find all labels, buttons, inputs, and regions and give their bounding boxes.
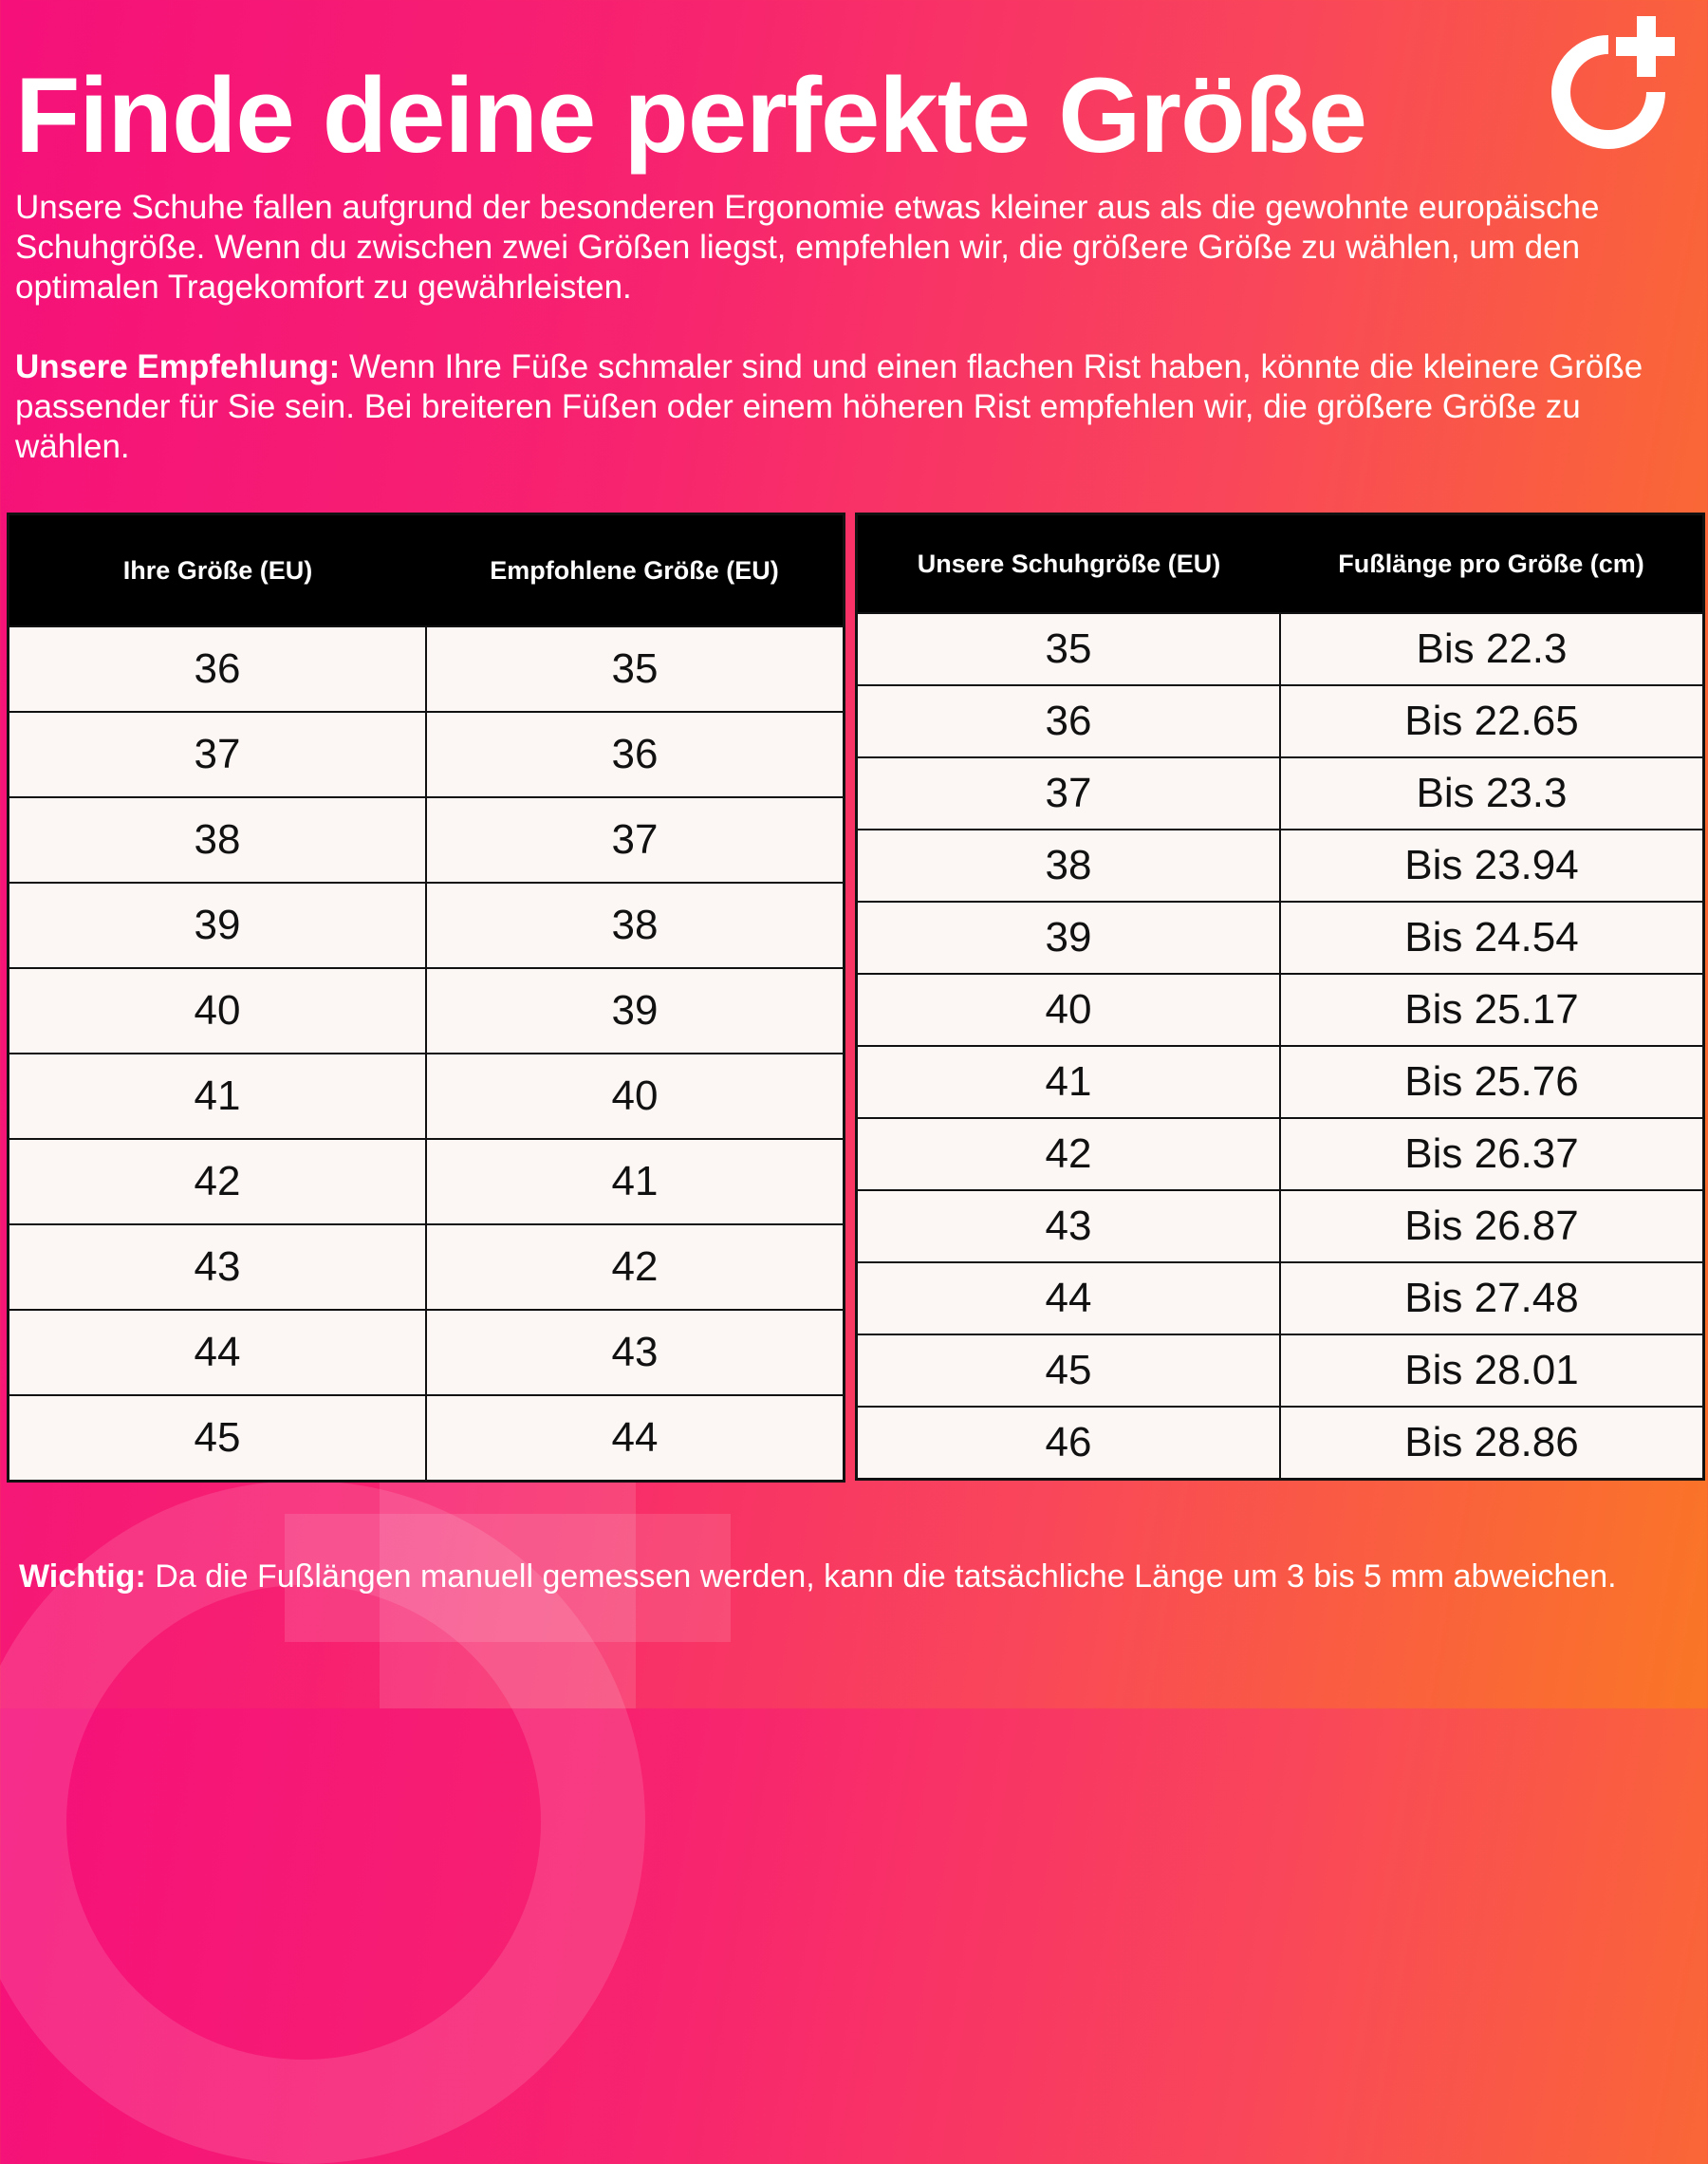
table-cell: Bis 22.65	[1280, 685, 1704, 757]
table-cell: 42	[426, 1224, 845, 1310]
table-row	[857, 1118, 1704, 1190]
important-note	[19, 1557, 1699, 1596]
header-your-size: Ihre Größe (EU)	[9, 514, 427, 627]
table-cell: Bis 24.54	[1280, 902, 1704, 974]
table-row	[9, 1054, 845, 1139]
note-label: Wichtig:	[19, 1558, 146, 1595]
table-row	[857, 902, 1704, 974]
table-cell: 37	[9, 712, 427, 797]
table-row	[9, 1224, 845, 1310]
table-cell: 36	[9, 626, 427, 712]
table-cell: Bis 26.37	[1280, 1118, 1704, 1190]
recommendation-label: Unsere Empfehlung:	[15, 348, 341, 385]
table-row	[9, 883, 845, 968]
table-cell: Bis 26.87	[1280, 1190, 1704, 1262]
table-cell: 44	[9, 1310, 427, 1395]
header-foot-length: Fußlänge pro Größe (cm)	[1280, 514, 1704, 614]
table-cell: Bis 23.94	[1280, 830, 1704, 902]
table-row	[857, 685, 1704, 757]
table-cell: 35	[857, 613, 1281, 685]
table-row	[857, 1262, 1704, 1334]
table-row	[9, 968, 845, 1054]
note-body: Da die Fußlängen manuell gemessen werden, kann die tatsächliche Länge um 3 bis 5 mm abweichen.	[145, 1558, 1617, 1595]
table-row	[9, 712, 845, 797]
table-row	[857, 1190, 1704, 1262]
table-cell: 37	[857, 757, 1281, 830]
table-row	[857, 1407, 1704, 1480]
table-cell: 38	[857, 830, 1281, 902]
table-row	[9, 797, 845, 883]
table-cell: 46	[857, 1407, 1281, 1480]
table-cell: 42	[9, 1139, 427, 1224]
table-row	[9, 1310, 845, 1395]
table-cell: 43	[426, 1310, 845, 1395]
table-cell: Bis 28.01	[1280, 1334, 1704, 1407]
recommendation-text	[15, 347, 1699, 467]
table-cell: 39	[426, 968, 845, 1054]
table-row	[857, 1046, 1704, 1118]
table-cell: Bis 25.17	[1280, 974, 1704, 1046]
table-cell: 44	[426, 1395, 845, 1482]
table-cell: 42	[857, 1118, 1281, 1190]
table-cell: 41	[426, 1139, 845, 1224]
table-cell: 38	[9, 797, 427, 883]
size-conversion-table	[7, 513, 845, 1483]
table-row	[9, 1139, 845, 1224]
table-cell: 41	[9, 1054, 427, 1139]
table-cell: Bis 22.3	[1280, 613, 1704, 685]
table-row	[857, 757, 1704, 830]
table-cell: Bis 23.3	[1280, 757, 1704, 830]
table-cell: Bis 28.86	[1280, 1407, 1704, 1480]
table-row	[9, 1395, 845, 1482]
table-cell: 40	[426, 1054, 845, 1139]
table-cell: 38	[426, 883, 845, 968]
table-cell: 45	[9, 1395, 427, 1482]
header-recommended-size: Empfohlene Größe (EU)	[426, 514, 845, 627]
table-cell: 39	[9, 883, 427, 968]
table-cell: 35	[426, 626, 845, 712]
header-our-size: Unsere Schuhgröße (EU)	[857, 514, 1281, 614]
table-cell: Bis 25.76	[1280, 1046, 1704, 1118]
table-row	[857, 830, 1704, 902]
table-cell: 43	[9, 1224, 427, 1310]
table-cell: 45	[857, 1334, 1281, 1407]
table-row	[9, 626, 845, 712]
table-row	[857, 1334, 1704, 1407]
table-cell: 41	[857, 1046, 1281, 1118]
ring-plus-logo-icon	[1542, 14, 1675, 157]
table-cell: 36	[426, 712, 845, 797]
foot-length-table	[855, 513, 1705, 1481]
table-cell: 36	[857, 685, 1281, 757]
table-row	[857, 613, 1704, 685]
table-cell: 39	[857, 902, 1281, 974]
table-cell: 37	[426, 797, 845, 883]
table-cell: 40	[857, 974, 1281, 1046]
table-cell: 43	[857, 1190, 1281, 1262]
table-cell: 44	[857, 1262, 1281, 1334]
table-row	[857, 974, 1704, 1046]
table-cell: 40	[9, 968, 427, 1054]
table-cell: Bis 27.48	[1280, 1262, 1704, 1334]
intro-text: Unsere Schuhe fallen aufgrund der besonderen Ergonomie etwas kleiner aus als die gewohnte europäische Schuhgröße. Wenn du zwischen zwei Größen liegst, empfehlen wir, die größere Größe zu wählen, um den optimalen Tragekomfort zu gewährleisten.	[15, 189, 1600, 306]
page-title: Finde deine perfekte Größe	[15, 56, 1367, 175]
recommendation-body: Wenn Ihre Füße schmaler sind und einen flachen Rist haben, könnte die kleinere Größe passender für Sie sein. Bei breiteren Füßen oder einem höheren Rist empfehlen wir, die größere Größe zu wählen.	[15, 348, 1643, 465]
